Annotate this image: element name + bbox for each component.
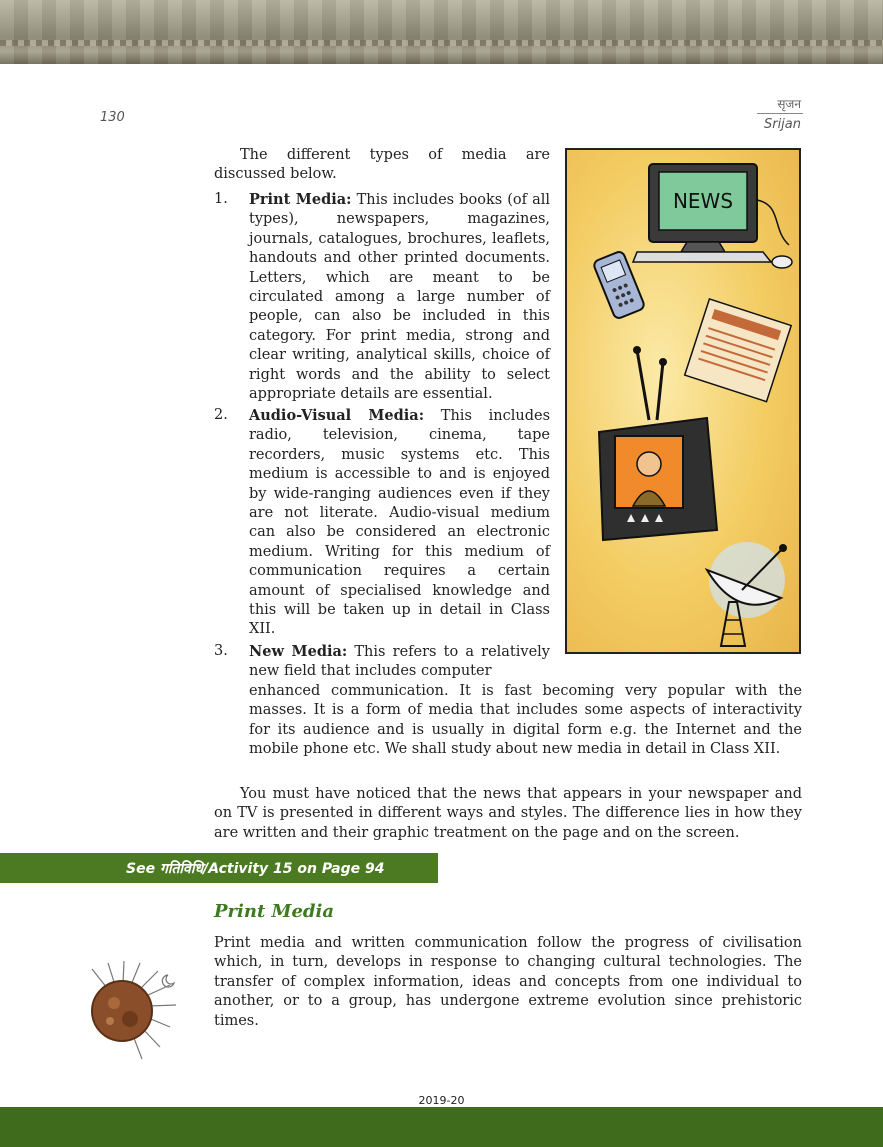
list-item-text: This includes radio, television, cinema, tape recorders, music systems etc. This medium is accessible to and is enjoyed by wide-ranging audiences even if they are not literate. Audio-visual medium can also be considered an electronic medium. Writing for this medium of communication requires a certain amount of specialised knowledge and this will be taken up in detail in Class XII.: [249, 408, 551, 638]
footer-year: 2019-20: [418, 1094, 465, 1107]
header-banner-image: [0, 0, 883, 64]
book-title: Srijan: [763, 117, 801, 132]
list-item-text: This includes books (of all types), newspapers, magazines, journals, catalogues, brochures, leaflets, handouts and other printed documents. Letters, which are meant to be circulated among a large number of people, can also be included in this category. For print media, strong and clear writing, analytical skills, choice of right words and the ability to select appropriate details are essential.: [249, 192, 551, 403]
activity-link-text: See गतिविधि/Activity 15 on Page 94: [126, 861, 385, 877]
list-number: 2.: [214, 407, 228, 423]
sun-emblem-icon: [70, 955, 190, 1065]
list-item-title: New Media:: [249, 643, 348, 660]
satellite-dish-icon: [707, 542, 787, 646]
newspaper-icon: [685, 299, 792, 402]
list-number: 3.: [214, 643, 228, 659]
list-number: 1.: [214, 191, 228, 207]
section-heading: Print Media: [214, 901, 334, 922]
list-item-title: Audio-Visual Media:: [249, 407, 425, 424]
section-paragraph: Print media and written communication follow the progress of civilisation which, in turn, develops in response to changing cultural technologies. The transfer of complex information, ideas and concepts from one individual to another, or to a group, has undergone extreme evolution since prehistoric times.: [214, 935, 802, 1029]
list-item-title: Print Media:: [249, 191, 352, 208]
list-item-audio-visual-media: [214, 406, 550, 640]
activity-banner: [0, 853, 438, 883]
list-item-text-continued: enhanced communication. It is fast becoming very popular with the masses. It is a form of media that includes some aspects of interactivity for its audience and is usually in digital form e.g. the Internet and the mobile phone etc. We shall study about new media in detail in Class XII.: [249, 682, 802, 758]
list-item-new-media: [214, 642, 802, 759]
list-item-text: This refers to a relatively new field that includes computer: [249, 644, 550, 680]
media-illustration: [565, 148, 801, 654]
closing-paragraph: You must have noticed that the news that appears in your newspaper and on TV is presented in different ways and styles. The difference lies in how they are written and their graphic treatment on the page and on the screen.: [214, 786, 802, 841]
page-number: 130: [100, 110, 125, 125]
book-title-hindi: सृजन: [777, 97, 801, 111]
intro-paragraph: The different types of media are discussed below.: [214, 147, 550, 183]
list-item-print-media: [214, 190, 550, 404]
computer-monitor-icon: [633, 164, 792, 268]
footer-bar: [0, 1107, 883, 1147]
news-label: NEWS: [672, 189, 734, 213]
header-divider: [757, 113, 803, 114]
